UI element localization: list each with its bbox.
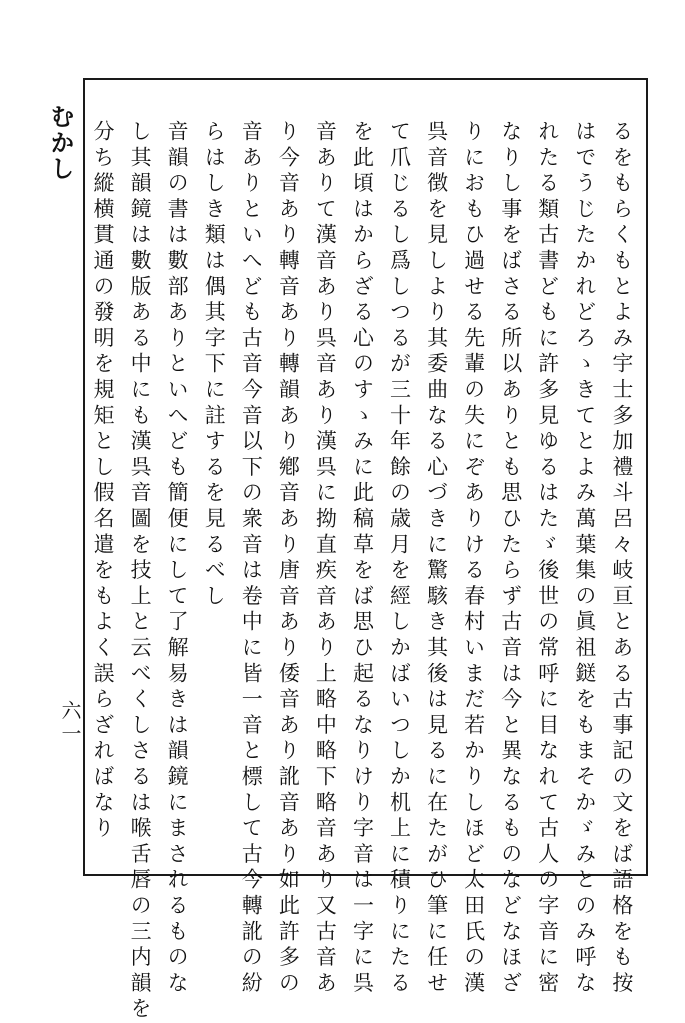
text-column: し其韻鏡は數版ある中にも漢呉音圖を技上と云べくしさるは喉舌唇の三内韻を: [128, 120, 153, 1023]
text-column: 音韻の書は數部ありといへども簡便にして了解易きは韻鏡にまされるものな: [165, 120, 190, 998]
text-column: 音ありて漢音あり呉音あり漢呉に拗直疾音あり上略中略下略音あり又古音あ: [313, 120, 338, 998]
text-column: はでうじたかれどろゝきてとよみ萬葉集の眞祖鎹をもまそかゞみとのみ呼な: [572, 120, 597, 998]
text-column: り今音あり轉音あり轉韻あり鄕音あり唐音あり倭音あり訛音あり如此許多の: [276, 120, 301, 998]
text-column: 音ありといへども古音今音以下の衆音は卷中に皆一音と標して古今轉訛の紛: [239, 120, 264, 998]
running-head: むかし: [46, 104, 75, 182]
text-column: 呉音徴を見しより其委曲なる心づきに驚駭き其後は見るに在たがひ筆に任せ: [424, 120, 449, 998]
page-number: 六一: [58, 700, 82, 746]
text-column: て爪じるし爲しつるが三十年餘の歳月を經しかばいつしか机上に積りにたる: [387, 120, 412, 998]
text-column: なりし事をばさる所以ありとも思ひたらず古音は今と異なるものなどなほざ: [498, 120, 523, 998]
text-block: [91, 120, 634, 1023]
text-column: を此頃はからざる心のすゝみに此稿草をば思ひ起るなりけり字音は一字に呉: [350, 120, 375, 998]
text-column: 分ち縱横貫通の發明を規矩とし假名遣をもよく誤らざればなり: [91, 120, 115, 843]
text-column: りにおもひ過せる先輩の失にぞありける春村いまだ若かりしほど太田氏の漢: [461, 120, 486, 998]
text-column: るをもらくもとよみ宇士多加禮斗呂々岐亘とある古事記の文をば語格をも按: [609, 120, 634, 998]
text-column: らはしき類は偶其字下に註するを見るべし: [202, 120, 227, 611]
text-column: れたる類古書どもに許多見ゆるはたゞ後世の常呼に目なれて古人の字音に密: [535, 120, 560, 998]
